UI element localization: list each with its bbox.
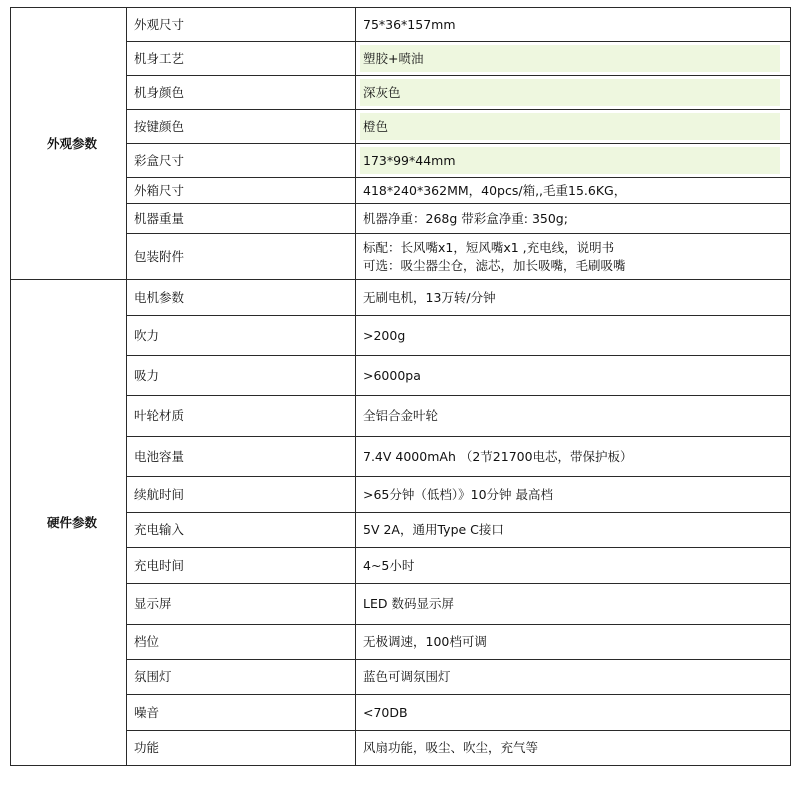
param-name: 吸力	[127, 356, 356, 396]
table-row	[11, 76, 791, 110]
param-value: 75*36*157mm	[356, 8, 791, 42]
table-row	[11, 584, 791, 625]
table-row	[11, 356, 791, 396]
table-row	[11, 42, 791, 76]
table-row	[11, 625, 791, 660]
table-row	[11, 110, 791, 144]
group-label-hardware: 硬件参数	[11, 280, 127, 766]
param-name: 外观尺寸	[127, 8, 356, 42]
param-name: 电机参数	[127, 280, 356, 316]
table-row	[11, 731, 791, 766]
param-name: 充电输入	[127, 513, 356, 548]
param-value: 蓝色可调氛围灯	[356, 660, 791, 695]
param-value: >65分钟（低档）》10分钟 最高档	[356, 477, 791, 513]
table-row	[11, 477, 791, 513]
table-row	[11, 695, 791, 731]
param-name: 噪音	[127, 695, 356, 731]
param-value: >200g	[356, 316, 791, 356]
param-name: 机身工艺	[127, 42, 356, 76]
param-name: 充电时间	[127, 548, 356, 584]
param-value: LED 数码显示屏	[356, 584, 791, 625]
group-label-appearance: 外观参数	[11, 8, 127, 280]
param-name: 叶轮材质	[127, 396, 356, 437]
param-value: 4~5小时	[356, 548, 791, 584]
param-value: 5V 2A，通用Type C接口	[356, 513, 791, 548]
param-value: 全铝合金叶轮	[356, 396, 791, 437]
table-row	[11, 204, 791, 234]
param-name: 按键颜色	[127, 110, 356, 144]
param-name: 显示屏	[127, 584, 356, 625]
param-name: 续航时间	[127, 477, 356, 513]
param-name: 功能	[127, 731, 356, 766]
table-row	[11, 513, 791, 548]
table-row	[11, 396, 791, 437]
table-row	[11, 316, 791, 356]
param-value: 风扇功能，吸尘、吹尘，充气等	[356, 731, 791, 766]
param-value: <70DB	[356, 695, 791, 731]
param-name: 外箱尺寸	[127, 178, 356, 204]
param-name: 吹力	[127, 316, 356, 356]
param-value: 机器净重：268g 带彩盒净重: 350g;	[356, 204, 791, 234]
param-value-highlighted: 深灰色	[356, 76, 791, 110]
param-value: 7.4V 4000mAh （2节21700电芯，带保护板）	[356, 437, 791, 477]
param-name: 包装附件	[127, 234, 356, 280]
table-row	[11, 234, 791, 280]
param-value-highlighted: 橙色	[356, 110, 791, 144]
spec-table	[10, 7, 791, 766]
table-row	[11, 178, 791, 204]
param-value: 无极调速，100档可调	[356, 625, 791, 660]
param-value: 无刷电机，13万转/分钟	[356, 280, 791, 316]
param-name: 氛围灯	[127, 660, 356, 695]
param-value: 418*240*362MM，40pcs/箱,,毛重15.6KG，	[356, 178, 791, 204]
param-name: 机器重量	[127, 204, 356, 234]
table-row	[11, 144, 791, 178]
param-value-highlighted: 塑胶+喷油	[356, 42, 791, 76]
table-row	[11, 8, 791, 42]
param-name: 档位	[127, 625, 356, 660]
table-row	[11, 548, 791, 584]
param-value: >6000pa	[356, 356, 791, 396]
param-name: 机身颜色	[127, 76, 356, 110]
param-name: 彩盒尺寸	[127, 144, 356, 178]
param-value-multiline: 标配：长风嘴x1，短风嘴x1 ,充电线，说明书 可选：吸尘器尘仓，滤芯，加长吸嘴，毛刷吸嘴	[356, 234, 791, 280]
table-row	[11, 280, 791, 316]
param-name: 电池容量	[127, 437, 356, 477]
param-value-highlighted: 173*99*44mm	[356, 144, 791, 178]
table-row	[11, 660, 791, 695]
table-row	[11, 437, 791, 477]
